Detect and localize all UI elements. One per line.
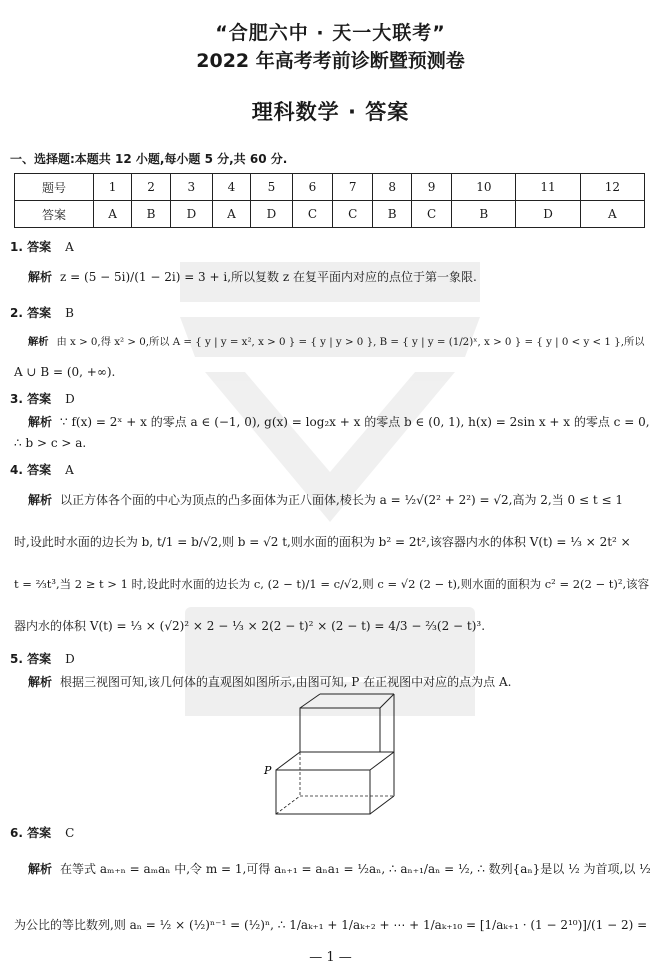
table-cell: 9 bbox=[412, 174, 452, 201]
figure-label: P bbox=[264, 764, 272, 777]
question-4-analysis: 解析 以正方体各个面的中心为顶点的凸多面体为正八面体,棱长为 a = ½√(2² + 2²) = √2,高为 2,当 0 ≤ t ≤ 1 bbox=[28, 493, 624, 507]
table-cell: C bbox=[412, 201, 452, 228]
question-6-analysis-line2: 为公比的等比数列,则 aₙ = ½ × (½)ⁿ⁻¹ = (½)ⁿ, ∴ 1/aₖ₊₁ + 1/aₖ₊₂ + ⋯ + 1/aₖ₊₁₀ = [1/aₖ₊₁ · (1 − 2¹⁰)]/(1 − 2) = bbox=[14, 918, 648, 932]
table-cell: A bbox=[580, 201, 644, 228]
section-heading: 一、选择题:本题共 12 小题,每小题 5 分,共 60 分. bbox=[10, 152, 288, 166]
table-cell: D bbox=[170, 201, 212, 228]
question-3-analysis-line2: ∴ b > c > a. bbox=[14, 436, 87, 450]
question-2-analysis: 解析 由 x > 0,得 x² > 0,所以 A = { y | y = x², x > 0 } = { y | y > 0 }, B = { y | y = (1/2)ˣ, x > 0 } = { y | 0 < y < 1 },所以 bbox=[28, 336, 645, 348]
exam-subtitle: 2022 年高考考前诊断暨预测卷 bbox=[196, 50, 465, 72]
solid-figure bbox=[262, 690, 402, 818]
table-header-cell: 答案 bbox=[15, 201, 94, 228]
question-4-analysis-line4: 器内水的体积 V(t) = ⅓ × (√2)² × 2 − ⅓ × 2(2 − t)² × (2 − t) = 4/3 − ⅔(2 − t)³. bbox=[14, 619, 486, 633]
table-cell: 4 bbox=[212, 174, 250, 201]
table-cell: A bbox=[94, 201, 132, 228]
question-5-analysis: 解析 根据三视图可知,该几何体的直观图如图所示,由图可知, P 在正视图中对应的点为点 A. bbox=[28, 675, 512, 689]
table-cell: 1 bbox=[94, 174, 132, 201]
subject-title: 理科数学 · 答案 bbox=[251, 100, 410, 124]
table-cell: 8 bbox=[373, 174, 412, 201]
table-cell: 5 bbox=[250, 174, 292, 201]
table-cell: B bbox=[452, 201, 516, 228]
table-cell: 3 bbox=[170, 174, 212, 201]
table-cell: B bbox=[373, 201, 412, 228]
table-row-answers bbox=[15, 201, 645, 228]
question-3-analysis: 解析 ∵ f(x) = 2ˣ + x 的零点 a ∈ (−1, 0), g(x) = log₂x + x 的零点 b ∈ (0, 1), h(x) = 2sin x + x 的零点 c = 0, bbox=[28, 415, 650, 429]
table-cell: D bbox=[250, 201, 292, 228]
table-cell: B bbox=[132, 201, 171, 228]
question-4-analysis-line3: t = ⅔t³,当 2 ≥ t > 1 时,设此时水面的边长为 c, (2 − t)/1 = c/√2,则 c = √2 (2 − t),则水面的面积为 c² = 2(2 − t)²,该容 bbox=[14, 577, 650, 591]
table-cell: 10 bbox=[452, 174, 516, 201]
question-1-answer: 1. 答案 A bbox=[10, 240, 74, 254]
question-6-analysis: 解析 在等式 aₘ₊ₙ = aₘaₙ 中,令 m = 1,可得 aₙ₊₁ = aₙa₁ = ½aₙ, ∴ aₙ₊₁/aₙ = ½, ∴ 数列{aₙ}是以 ½ 为首项,以 ½ bbox=[28, 862, 651, 876]
question-6-answer: 6. 答案 C bbox=[10, 826, 75, 840]
table-cell: 12 bbox=[580, 174, 644, 201]
table-row-numbers bbox=[15, 174, 645, 201]
table-header-cell: 题号 bbox=[15, 174, 94, 201]
table-cell: D bbox=[516, 201, 580, 228]
table-cell: 7 bbox=[333, 174, 373, 201]
table-cell: A bbox=[212, 201, 250, 228]
page-number: — 1 — bbox=[309, 950, 352, 965]
exam-title: “合肥六中 · 天一大联考” bbox=[215, 22, 446, 44]
question-1-analysis: 解析 z = (5 − 5i)/(1 − 2i) = 3 + i,所以复数 z 在复平面内对应的点位于第一象限. bbox=[28, 270, 477, 284]
table-cell: C bbox=[333, 201, 373, 228]
question-4-analysis-line2: 时,设此时水面的边长为 b, t/1 = b/√2,则 b = √2 t,则水面的面积为 b² = 2t²,该容器内水的体积 V(t) = ⅓ × 2t² × bbox=[14, 535, 631, 549]
question-2-analysis-line2: A ∪ B = (0, +∞). bbox=[14, 365, 116, 379]
table-cell: 6 bbox=[292, 174, 332, 201]
question-2-answer: 2. 答案 B bbox=[10, 306, 74, 320]
table-cell: 2 bbox=[132, 174, 171, 201]
table-cell: 11 bbox=[516, 174, 580, 201]
question-5-answer: 5. 答案 D bbox=[10, 652, 75, 666]
question-3-answer: 3. 答案 D bbox=[10, 392, 75, 406]
question-4-answer: 4. 答案 A bbox=[10, 463, 74, 477]
answer-table bbox=[14, 173, 645, 228]
table-cell: C bbox=[292, 201, 332, 228]
